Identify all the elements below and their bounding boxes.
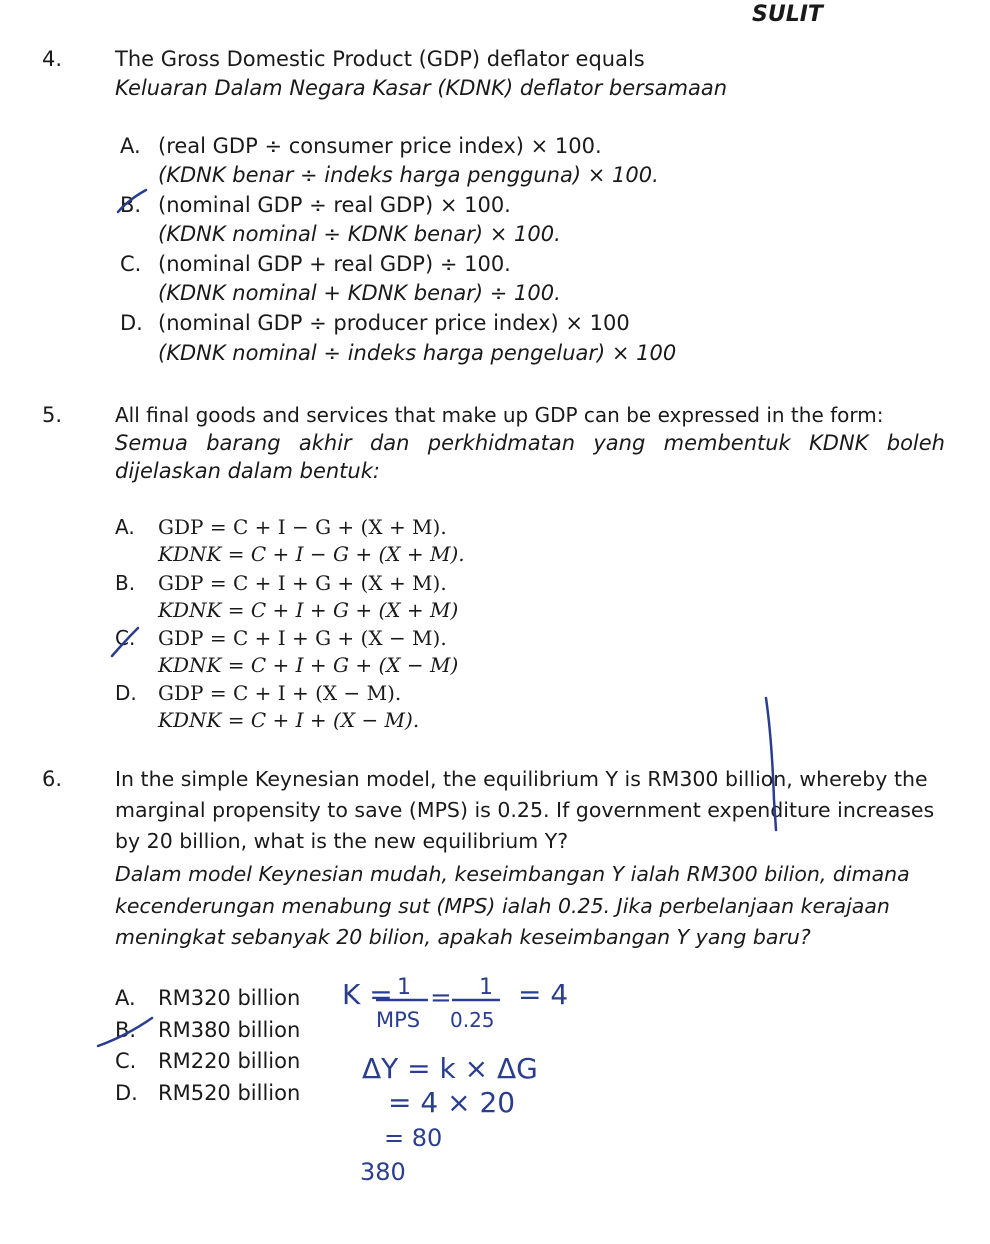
q4-option-b-my: (KDNK nominal ÷ KDNK benar) × 100. — [158, 222, 561, 246]
q4-stem-en: The Gross Domestic Product (GDP) deflator equals — [115, 47, 645, 71]
q6-option-d-letter[interactable]: D. — [115, 1081, 138, 1105]
q6-stem-my-line1: Dalam model Keynesian mudah, keseimbangan Y ialah RM300 bilion, dimana — [115, 862, 910, 886]
q4-option-c-my: (KDNK nominal + KDNK benar) ÷ 100. — [158, 281, 561, 305]
q6-stem-en-line1: In the simple Keynesian model, the equilibrium Y is RM300 billion, whereby the — [115, 767, 928, 791]
q5-stem-my-line2: dijelaskan dalam bentuk: — [115, 459, 380, 483]
q5-option-c-en: GDP = C + I + G + (X − M). — [158, 626, 447, 650]
hw-k-lhs: K = — [342, 978, 393, 1011]
q5-option-d-en: GDP = C + I + (X − M). — [158, 681, 402, 705]
hw-pt25: 0.25 — [450, 1008, 495, 1032]
q6-option-a-letter[interactable]: A. — [115, 986, 136, 1010]
q5-number: 5. — [42, 403, 63, 427]
q5-option-d-letter[interactable]: D. — [115, 681, 137, 705]
q6-option-b-letter[interactable]: B. — [115, 1018, 137, 1042]
q5-option-a-en: GDP = C + I − G + (X + M). — [158, 515, 447, 539]
q6-stem-my-line3: meningkat sebanyak 20 bilion, apakah keseimbangan Y yang baru? — [115, 925, 811, 949]
hw-eq: = — [430, 983, 452, 1013]
q5-stem-my-line1: Semua barang akhir dan perkhidmatan yang membentuk KDNK boleh — [115, 431, 945, 455]
q5-stem-en: All final goods and services that make up GDP can be expressed in the form: — [115, 403, 884, 427]
q4-option-a-en: (real GDP ÷ consumer price index) × 100. — [158, 134, 602, 158]
hw-line4: = 80 — [384, 1124, 443, 1152]
q5-answer-mark — [112, 628, 138, 656]
hw-line3: = 4 × 20 — [388, 1086, 516, 1119]
q5-option-b-my: KDNK = C + I + G + (X + M) — [158, 598, 459, 622]
q6-number: 6. — [42, 767, 63, 791]
q6-stem-en-line3: by 20 billion, what is the new equilibrium Y? — [115, 829, 569, 853]
q5-option-a-letter[interactable]: A. — [115, 515, 135, 539]
q4-number: 4. — [42, 47, 63, 71]
q5-option-b-letter[interactable]: B. — [115, 571, 136, 595]
q6-option-c-text: RM220 billion — [158, 1049, 301, 1073]
q6-option-b-text: RM380 billion — [158, 1018, 301, 1042]
q4-option-b-en: (nominal GDP ÷ real GDP) × 100. — [158, 193, 511, 217]
q4-option-b-letter[interactable]: B. — [120, 193, 142, 217]
q6-option-d-text: RM520 billion — [158, 1081, 301, 1105]
hw-line5: 380 — [360, 1158, 406, 1186]
q6-stem-my-line2: kecenderungan menabung sut (MPS) ialah 0.25. Jika perbelanjaan kerajaan — [115, 894, 890, 918]
q4-option-d-en: (nominal GDP ÷ producer price index) × 100 — [158, 311, 630, 335]
q5-option-c-my: KDNK = C + I + G + (X − M) — [158, 653, 459, 677]
q5-option-b-en: GDP = C + I + G + (X + M). — [158, 571, 447, 595]
hw-one-b: 1 — [479, 975, 493, 1000]
q4-option-a-letter[interactable]: A. — [120, 134, 141, 158]
hw-eq4: = 4 — [518, 978, 569, 1011]
q5-option-a-my: KDNK = C + I − G + (X + M). — [158, 542, 465, 566]
q4-answer-mark — [118, 190, 146, 212]
q4-option-c-letter[interactable]: C. — [120, 252, 142, 276]
q6-option-a-text: RM320 billion — [158, 986, 301, 1010]
q5-option-c-letter[interactable]: C. — [115, 626, 136, 650]
header-sulit: SULIT — [752, 2, 823, 27]
hw-one-a: 1 — [397, 975, 411, 1000]
q6-answer-mark — [98, 1018, 152, 1046]
q4-stem-my: Keluaran Dalam Negara Kasar (KDNK) deflator bersamaan — [115, 76, 728, 100]
q4-option-d-letter[interactable]: D. — [120, 311, 143, 335]
ink-stroke — [766, 698, 776, 830]
hw-line2: ΔY = k × ΔG — [362, 1052, 538, 1085]
q4-option-d-my: (KDNK nominal ÷ indeks harga pengeluar) × 100 — [158, 341, 677, 365]
q5-option-d-my: KDNK = C + I + (X − M). — [158, 708, 420, 732]
hw-mps: MPS — [376, 1008, 421, 1032]
q4-option-a-my: (KDNK benar ÷ indeks harga pengguna) × 100. — [158, 163, 659, 187]
q4-option-c-en: (nominal GDP + real GDP) ÷ 100. — [158, 252, 511, 276]
q6-stem-en-line2: marginal propensity to save (MPS) is 0.25. If government expenditure increases — [115, 798, 935, 822]
q6-option-c-letter[interactable]: C. — [115, 1049, 137, 1073]
